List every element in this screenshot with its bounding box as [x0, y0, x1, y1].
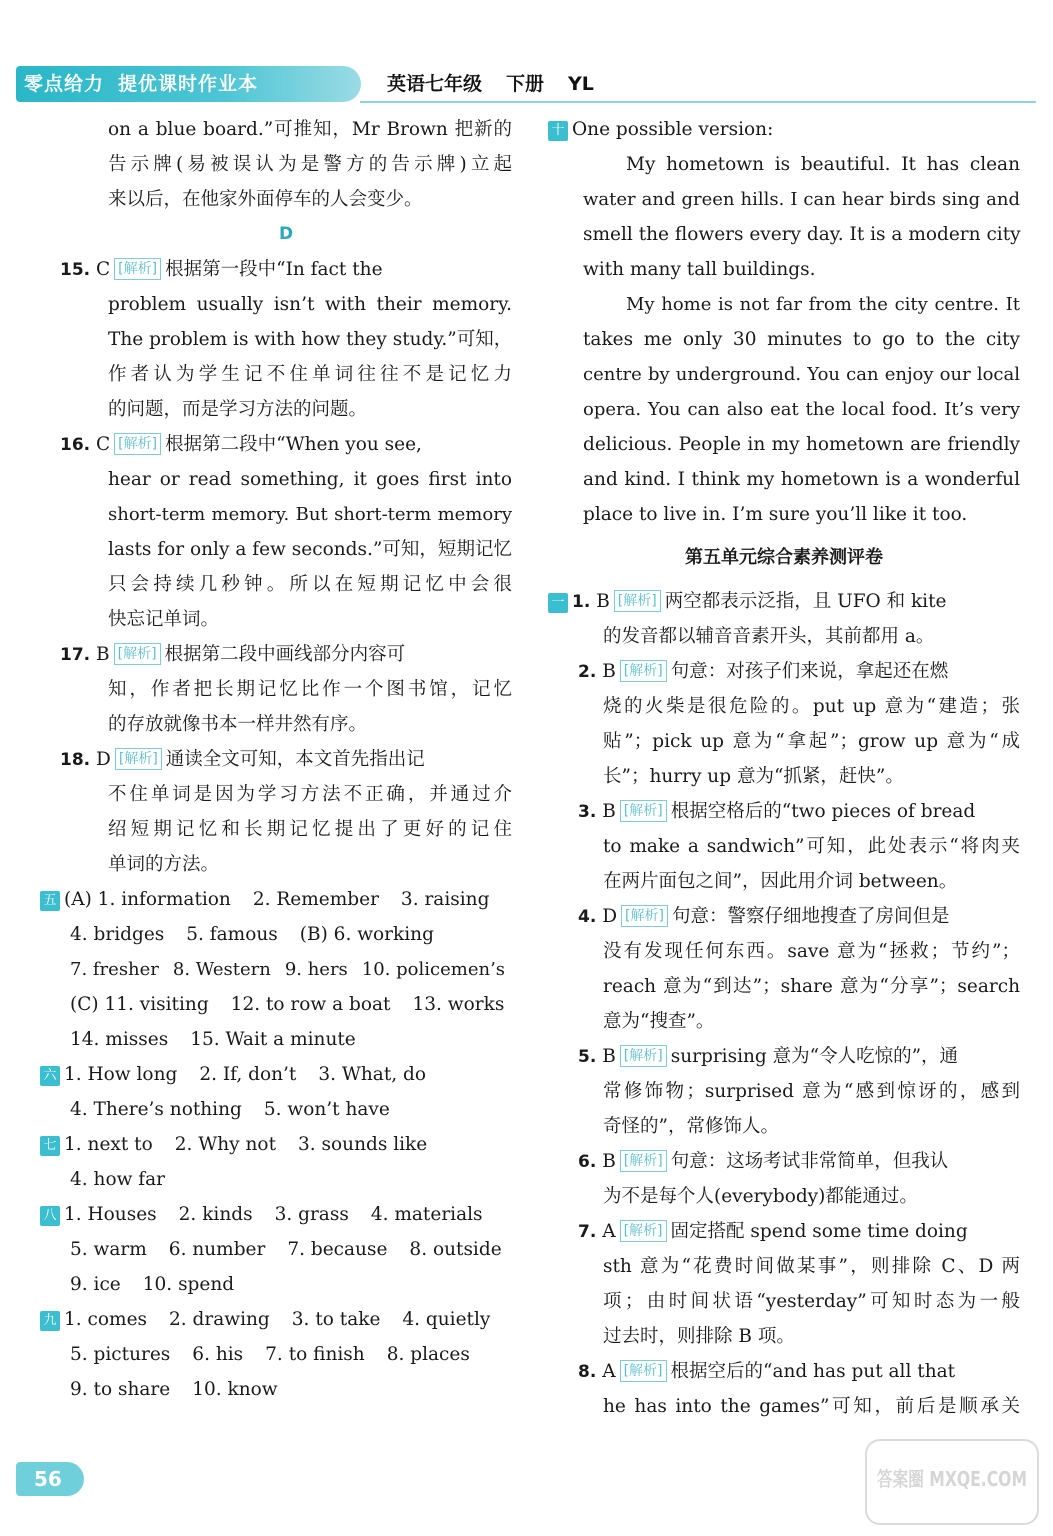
analysis-tag: [解析]: [620, 1045, 667, 1067]
answer-entry: 12. to row a boat: [230, 994, 391, 1015]
answer-entry: 2. drawing: [169, 1309, 270, 1330]
essay-line: My hometown is beautiful. It has clean: [626, 154, 1020, 175]
explanation-text: 两空都表示泛指，且 UFO 和 kite: [664, 591, 947, 612]
section-5-line: [60, 952, 512, 987]
answer-entry: 1. next to: [64, 1134, 153, 1155]
answer-entry: 10. spend: [142, 1274, 235, 1295]
answer-letter: B: [602, 1046, 616, 1067]
answer-entry: 7. because: [287, 1239, 388, 1260]
volume-label: 下册: [506, 73, 545, 95]
answer-entry: (C) 11. visiting: [70, 994, 209, 1015]
answer-letter: B: [96, 644, 110, 665]
section-7-line: [60, 1162, 512, 1197]
essay-line: My home is not far from the city centre. It: [626, 294, 1020, 315]
answer-entry: 3. What, do: [318, 1064, 427, 1085]
essay-line: opera. You can also eat the local food. It’s very: [583, 399, 1020, 420]
section-5-line: [60, 917, 512, 952]
unit-title: 第五单元综合素养测评卷: [685, 547, 883, 568]
question-number: 6.: [578, 1152, 597, 1172]
text-line: 作者认为学生记不住单词往往不是记忆力: [108, 364, 512, 385]
text-line: 过去时，则排除 B 项。: [603, 1326, 795, 1347]
section-10-heading: [548, 112, 1020, 147]
answer-entry: 14. misses: [70, 1029, 169, 1050]
section-8-line: [60, 1267, 512, 1302]
answer-letter: D: [96, 749, 111, 770]
version-label: One possible version:: [572, 119, 774, 140]
answer-letter: B: [602, 661, 616, 682]
answer-letter: C: [96, 434, 111, 455]
question-number: 1.: [572, 592, 591, 612]
watermark-text: 答案圈 MXQE.COM: [877, 1467, 1027, 1491]
explanation-text: 句意：警察仔细地搜查了房间但是: [671, 906, 950, 927]
answer-letter: D: [602, 906, 618, 927]
answer-entry: 1. Houses: [64, 1204, 157, 1225]
section-badge: 一: [548, 593, 568, 613]
text-line: to make a sandwich”可知，此处表示“将肉夹: [603, 836, 1020, 857]
explanation-text: 根据第一段中“In fact the: [165, 259, 383, 280]
text-line: hear or read something, it goes first into: [108, 469, 512, 490]
analysis-tag: [解析]: [620, 800, 667, 822]
edition-label: YL: [568, 73, 594, 95]
section-5-line: [40, 882, 512, 917]
analysis-tag: [解析]: [114, 433, 161, 455]
answer-item: [548, 1039, 1020, 1074]
answer-item-15: [60, 252, 512, 287]
book-info: [387, 66, 618, 102]
analysis-tag: [解析]: [620, 1150, 667, 1172]
question-number: 4.: [578, 907, 597, 927]
answer-entry: 9. ice: [70, 1274, 121, 1295]
answer-entry: 2. If, don’t: [199, 1064, 297, 1085]
section-badge: 五: [40, 891, 60, 911]
text-line: 的存放就像书本一样井然有序。: [108, 714, 368, 735]
essay-line: takes me only 30 minutes to go to the city: [583, 329, 1020, 350]
text-line: 只会持续几秒钟。所以在短期记忆中会很: [108, 574, 512, 595]
answer-entry: 8. Western: [172, 959, 271, 980]
text-line: 烧的火柴是很危险的。put up 意为“建造；张: [603, 696, 1020, 717]
answer-entry: 8. outside: [409, 1239, 502, 1260]
answer-item: [548, 654, 1020, 689]
essay-line: with many tall buildings.: [583, 259, 816, 280]
text-line: 为不是每个人(everybody)都能通过。: [603, 1186, 918, 1207]
text-line: 长”；hurry up 意为“抓紧，赶快”。: [603, 766, 904, 787]
answer-entry: 1. How long: [64, 1064, 178, 1085]
answer-letter: A: [602, 1221, 616, 1242]
explanation-text: 句意：对孩子们来说，拿起还在燃: [670, 661, 949, 682]
section-9-line: [60, 1372, 512, 1407]
answer-item: [548, 1354, 1020, 1389]
answer-letter: B: [602, 1151, 616, 1172]
page-number: 56: [16, 1462, 84, 1496]
section-8-line: [40, 1197, 512, 1232]
question-number: 18.: [60, 750, 91, 770]
subject-label: 英语七年级: [387, 73, 483, 95]
answer-entry: 6. number: [168, 1239, 266, 1260]
answer-entry: 9. to share: [70, 1379, 171, 1400]
answer-entry: 2. Why not: [174, 1134, 276, 1155]
answer-entry: 8. places: [386, 1344, 470, 1365]
left-column: [43, 112, 513, 1407]
section-badge: 六: [40, 1066, 60, 1086]
answer-letter: B: [602, 801, 616, 822]
text-line: The problem is with how they study.”可知，: [108, 329, 513, 350]
answer-entry: 3. to take: [291, 1309, 381, 1330]
answer-entry: 1. comes: [64, 1309, 148, 1330]
answer-entry: 4. bridges: [70, 924, 165, 945]
question-number: 15.: [60, 260, 91, 280]
answer-entry: (B) 6. working: [299, 924, 434, 945]
essay-line: delicious. People in my hometown are friendly: [583, 434, 1020, 455]
text-line: 的发音都以辅音音素开头，其前都用 a。: [603, 626, 935, 647]
answer-item: [548, 1214, 1020, 1249]
right-column: [548, 112, 1020, 1424]
section-8-line: [60, 1232, 512, 1267]
answer-item-16: [60, 427, 512, 462]
section-badge: 七: [40, 1136, 60, 1156]
watermark-logo: [862, 1436, 1042, 1528]
text-line: 没有发现任何东西。save 意为“拯救；节约”；: [603, 941, 1020, 962]
explanation-text: 根据空格后的“two pieces of bread: [670, 801, 976, 822]
section-5-line: [60, 1022, 512, 1057]
page-header: [0, 0, 1053, 106]
text-line: 不住单词是因为学习方法不正确，并通过介: [108, 784, 512, 805]
series-name: 提优课时作业本: [118, 73, 259, 95]
text-line: 绍短期记忆和长期记忆提出了更好的记住: [108, 819, 512, 840]
analysis-tag: [解析]: [614, 590, 661, 612]
analysis-tag: [解析]: [620, 1220, 667, 1242]
answer-entry: 13. works: [412, 994, 505, 1015]
answer-letter: C: [96, 259, 111, 280]
question-number: 2.: [578, 662, 597, 682]
explanation-text: 根据第二段中“When you see,: [165, 434, 422, 455]
answer-entry: 5. warm: [70, 1239, 147, 1260]
text-line: 知，作者把长期记忆比作一个图书馆，记忆: [108, 679, 512, 700]
answer-entry: 4. materials: [370, 1204, 483, 1225]
question-number: 5.: [578, 1047, 597, 1067]
section-9-line: [40, 1302, 512, 1337]
explanation-text: surprising 意为“令人吃惊的”，通: [670, 1046, 959, 1067]
answer-entry: (A) 1. information: [64, 889, 231, 910]
answer-entry: 5. pictures: [70, 1344, 171, 1365]
text-line: 意为“搜查”。: [603, 1011, 715, 1032]
analysis-tag: [解析]: [620, 660, 667, 682]
answer-entry: 7. fresher: [70, 959, 159, 980]
answer-item-18: [60, 742, 512, 777]
text-line: 单词的方法。: [108, 854, 220, 875]
section-6-line: [60, 1092, 512, 1127]
explanation-text: 根据第二段中画线部分内容可: [164, 644, 406, 665]
answer-entry: 4. There’s nothing: [70, 1099, 242, 1120]
essay-line: water and green hills. I can hear birds sing and: [583, 189, 1020, 210]
text-line: short-term memory. But short-term memory: [108, 504, 512, 525]
question-number: 3.: [578, 802, 597, 822]
text-line: problem usually isn’t with their memory.: [108, 294, 512, 315]
text-line: on a blue board.”可推知，Mr Brown 把新的: [108, 119, 512, 140]
essay-line: place to live in. I’m sure you’ll like it too.: [583, 504, 968, 525]
question-number: 16.: [60, 435, 91, 455]
analysis-tag: [解析]: [115, 748, 162, 770]
answer-letter: B: [596, 591, 610, 612]
essay-line: smell the flowers every day. It is a modern city: [583, 224, 1021, 245]
series-banner: [16, 66, 361, 102]
section-badge: 九: [40, 1311, 60, 1331]
answer-entry: 4. quietly: [402, 1309, 491, 1330]
section-badge: 十: [548, 121, 568, 141]
text-line: 项；由时间状语“yesterday”可知时态为一般: [603, 1291, 1020, 1312]
section-heading-d: D: [278, 224, 294, 244]
analysis-tag: [解析]: [621, 905, 668, 927]
answer-entry: 5. won’t have: [263, 1099, 390, 1120]
answer-entry: 15. Wait a minute: [190, 1029, 356, 1050]
question-number: 17.: [60, 645, 91, 665]
answer-entry: 3. grass: [274, 1204, 349, 1225]
analysis-tag: [解析]: [620, 1360, 667, 1382]
brand-name: 零点给力: [24, 73, 105, 95]
analysis-tag: [解析]: [114, 643, 161, 665]
answer-item-17: [60, 637, 512, 672]
text-line: 在两片面包之间”，因此用介词 between。: [603, 871, 958, 892]
answer-entry: 6. his: [192, 1344, 244, 1365]
text-line: 告示牌(易被误认为是警方的告示牌)立起: [108, 154, 512, 175]
analysis-tag: [解析]: [114, 258, 161, 280]
explanation-text: 句意：这场考试非常简单，但我认: [670, 1151, 949, 1172]
text-line: sth 意为“花费时间做某事”，则排除 C、D 两: [603, 1256, 1020, 1277]
explanation-text: 固定搭配 spend some time doing: [670, 1221, 968, 1242]
answer-entry: 3. sounds like: [298, 1134, 428, 1155]
text-line: reach 意为“到达”；share 意为“分享”；search: [603, 976, 1020, 997]
essay-line: centre by underground. You can enjoy our local: [583, 364, 1020, 385]
answer-entry: 5. famous: [186, 924, 278, 945]
answer-entry: 2. Remember: [252, 889, 379, 910]
question-number: 7.: [578, 1222, 597, 1242]
text-line: 奇怪的”，常修饰人。: [603, 1116, 779, 1137]
answer-entry: 3. raising: [400, 889, 490, 910]
answer-item: [548, 794, 1020, 829]
answer-entry: 2. kinds: [178, 1204, 253, 1225]
answer-entry: 9. hers: [284, 959, 348, 980]
section-badge: 八: [40, 1206, 60, 1226]
text-line: 来以后，在他家外面停车的人会变少。: [108, 189, 423, 210]
answer-item: [548, 584, 1020, 619]
answer-entry: 10. know: [192, 1379, 278, 1400]
section-5-line: [60, 987, 512, 1022]
section-6-line: [40, 1057, 512, 1092]
answer-letter: A: [602, 1361, 616, 1382]
answer-item: [548, 1144, 1020, 1179]
section-9-line: [60, 1337, 512, 1372]
explanation-text: 通读全文可知，本文首先指出记: [165, 749, 425, 770]
section-7-line: [40, 1127, 512, 1162]
header-divider: [360, 101, 1036, 103]
question-number: 8.: [578, 1362, 597, 1382]
text-line: 常修饰物；surprised 意为“感到惊讶的，感到: [603, 1081, 1020, 1102]
text-line: 的问题，而是学习方法的问题。: [108, 399, 368, 420]
text-line: lasts for only a few seconds.”可知，短期记忆: [108, 539, 512, 560]
essay-line: and kind. I think my hometown is a wonderful: [583, 469, 1020, 490]
answer-item: [548, 899, 1020, 934]
answer-entry: 7. to finish: [265, 1344, 365, 1365]
answer-entry: 10. policemen’s: [361, 959, 506, 980]
answer-entry: 4. how far: [70, 1169, 166, 1190]
text-line: 快忘记单词。: [108, 609, 220, 630]
explanation-text: 根据空后的“and has put all that: [670, 1361, 956, 1382]
text-line: he has into the games”可知，前后是顺承关: [603, 1396, 1020, 1417]
text-line: 贴”；pick up 意为“拿起”；grow up 意为“成: [603, 731, 1020, 752]
